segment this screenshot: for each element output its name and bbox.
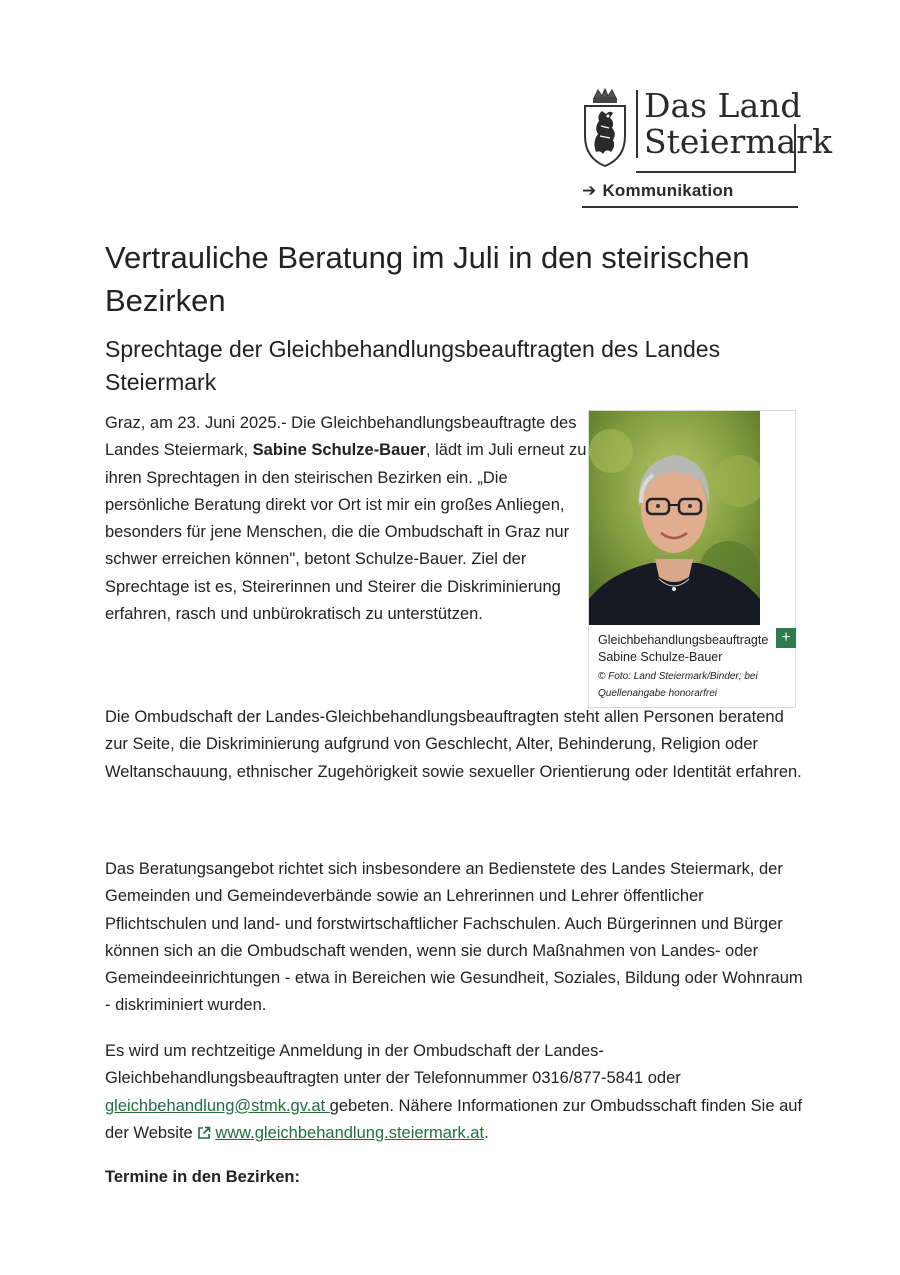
logo-subtitle (582, 181, 734, 201)
email-link[interactable]: gleichbehandlung@stmk.gv.at (105, 1096, 330, 1115)
paragraph-beratungsangebot: Das Beratungsangebot richtet sich insbesondere an Bedienstete des Landes Steiermark, der Gemeinden und Gemeindeverbände sowie an Lehrerinnen und Lehrer öffentlicher Pflichtschulen und land- und forstwirtschaftlicher Fachschulen. Auch Bürgerinnen und Bürger können sich an die Ombudschaft wenden, wenn sie durch Maßnahmen von Landes- oder Gemeindeeinrichtungen - etwa in Bereichen wie Gesundheit, Soziales, Bildung oder Wohnraum - diskriminiert wurden. (105, 860, 803, 1015)
photo-caption: Gleichbehandlungsbeauftragte Sabine Schulze-Bauer (598, 633, 769, 664)
arrow-right-icon: ➔ (582, 181, 597, 200)
paragraph-ombudschaft: Die Ombudschaft der Landes-Gleichbehandlungsbeauftragten steht allen Personen beratend zur Seite, die Diskriminierung aufgrund von Geschlecht, Alter, Behinderung, Religion oder Weltanschauung, ethnischer Zugehörigkeit sowie sexueller Orientierung oder Identität erfahren. (105, 708, 802, 781)
article-title: Vertrauliche Beratung im Juli in den steirischen Bezirken (105, 240, 750, 318)
logo (582, 86, 832, 210)
portrait-photo[interactable] (589, 411, 760, 625)
logo-line-2: Steiermark (644, 122, 832, 161)
intro-text-end: , lädt im Juli erneut zu ihren Sprechtagen in den steirischen Bezirken ein. „Die persönliche Beratung direkt vor Ort ist mir ein großes Anliegen, besonders für jene Menschen, die die Ombudschaft in Graz nur schwer erreichen können", betont Schulze-Bauer. Ziel der Sprechtage ist es, Steirerinnen und Steirer die Diskriminierung erfahren, rasch und unbürokratisch zu unterstützen. (105, 441, 587, 624)
expand-button[interactable] (776, 628, 796, 648)
paragraph-intro (105, 410, 590, 628)
logo-underline (582, 206, 798, 208)
plus-icon: + (781, 629, 791, 646)
anmeldung-text-3: . (484, 1123, 489, 1142)
photo-credit: © Foto: Land Steiermark/Binder; bei Quellenangabe honorarfrei (598, 671, 758, 699)
portrait-image (589, 411, 760, 625)
article-subtitle: Sprechtage der Gleichbehandlungsbeauftragten des Landes Steiermark (105, 336, 721, 395)
logo-line-1: Das Land (644, 86, 802, 125)
website-link[interactable]: www.gleichbehandlung.steiermark.at (215, 1123, 485, 1142)
logo-frame (636, 124, 796, 173)
anmeldung-text-2: gebeten. Nähere Informationen zur Ombudsschaft finden Sie auf der Website (105, 1096, 803, 1142)
paragraph-anmeldung (105, 1038, 805, 1147)
logo-subtitle-text: Kommunikation (602, 181, 734, 200)
person-name: Sabine Schulze-Bauer (252, 441, 426, 460)
external-link-icon (197, 1126, 211, 1140)
intro-text-start: Graz, am 23. Juni 2025.- Die Gleichbehandlungsbeauftragte des Landes Steiermark, (105, 414, 577, 460)
coat-of-arms-icon (582, 88, 628, 168)
termine-heading: Termine in den Bezirken: (105, 1168, 300, 1186)
anmeldung-text-1: Es wird um rechtzeitige Anmeldung in der Ombudschaft der Landes-Gleichbehandlungsbeauftragten unter der Telefonnummer 0316/877-5841 oder (105, 1042, 681, 1088)
photo-figure (588, 410, 796, 708)
